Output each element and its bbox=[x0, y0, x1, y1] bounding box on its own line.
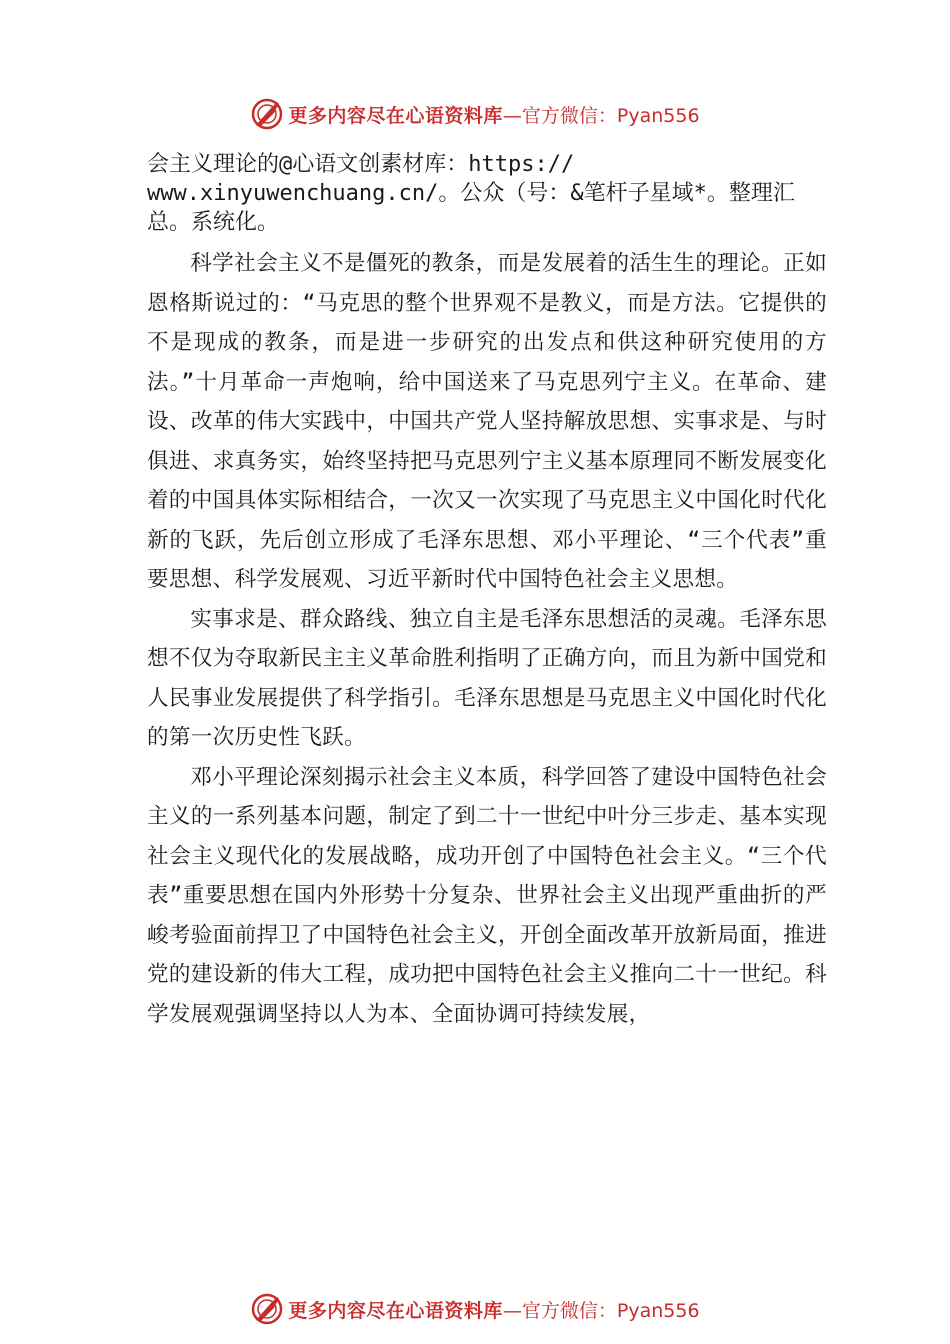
header-brand-text: 更多内容尽在心语资料库 bbox=[288, 104, 503, 127]
pen-nib-seal-icon bbox=[250, 1292, 284, 1326]
footer-contact-text: —官方微信：Pyan556 bbox=[502, 1299, 700, 1322]
intro-line: 会主义理论的@心语文创素材库：https:// bbox=[147, 152, 575, 177]
paragraph-scientific-socialism: 科学社会主义不是僵死的教条，而是发展着的活生生的理论。正如恩格斯说过的：“马克思的整个世界观不是教义，而是方法。它提供的不是现成的教条，而是进一步研究的出发点和供这种研究使用的方法。”十月革命一声炮响，给中国送来了马克思列宁主义。在革命、建设、改革的伟大实践中，中国共产党人坚持解放思想、实事求是、与时俱进、求真务实，始终坚持把马克思列宁主义基本原理同不断发展变化着的中国具体实际相结合，一次又一次实现了马克思主义中国化时代化新的飞跃，先后创立形成了毛泽东思想、邓小平理论、“三个代表”重要思想、科学发展观、习近平新时代中国特色社会主义思想。 bbox=[147, 251, 827, 592]
paragraph-deng-xiaoping-theory: 邓小平理论深刻揭示社会主义本质，科学回答了建设中国特色社会主义的一系列基本问题，制定了到二十一世纪中叶分三步走、基本实现社会主义现代化的发展战略，成功开创了中国特色社会主义。“三个代表”重要思想在国内外形势十分复杂、世界社会主义出现严重曲折的严峻考验面前捍卫了中国特色社会主义，开创全面改革开放新局面，推进党的建设新的伟大工程，成功把中国特色社会主义推向二十一世纪。科学发展观强调坚持以人为本、全面协调可持续发展， bbox=[147, 764, 827, 1027]
document-body bbox=[147, 150, 827, 1034]
intro-line: www.xinyuwenchuang.cn/。公众（号：&笔杆子星域*。整理汇 bbox=[147, 181, 795, 206]
pen-nib-seal-icon bbox=[250, 97, 284, 131]
paragraph-mao-zedong-thought: 实事求是、群众路线、独立自主是毛泽东思想活的灵魂。毛泽东思想不仅为夺取新民主主义革命胜利指明了正确方向，而且为新中国党和人民事业发展提供了科学指引。毛泽东思想是马克思主义中国化时代化的第一次历史性飞跃。 bbox=[147, 606, 827, 750]
header-contact-text: —官方微信：Pyan556 bbox=[502, 104, 700, 127]
intro-block bbox=[147, 150, 827, 237]
footer-banner bbox=[0, 1289, 950, 1329]
footer-brand-text: 更多内容尽在心语资料库 bbox=[288, 1299, 503, 1322]
intro-line: 总。系统化。 bbox=[147, 210, 280, 235]
header-banner bbox=[0, 94, 950, 134]
